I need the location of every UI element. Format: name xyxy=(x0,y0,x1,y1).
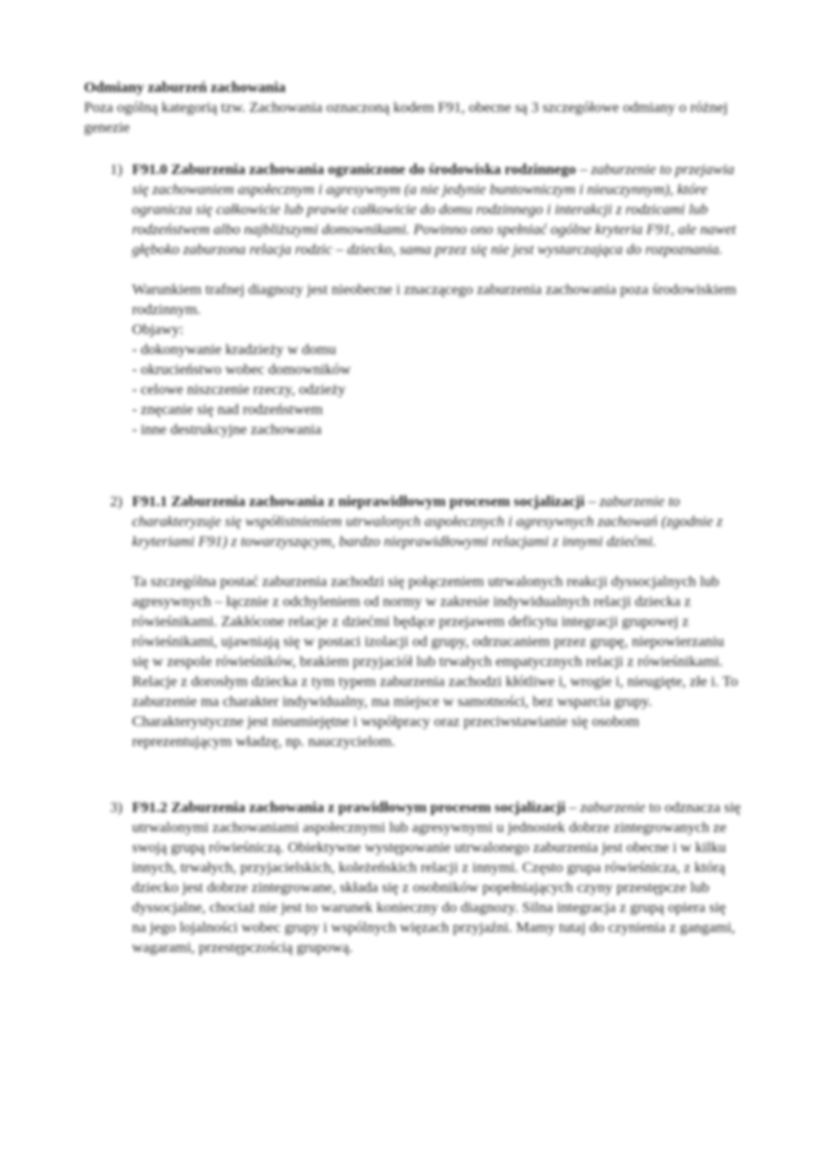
document-intro: Poza ogólną kategorią tzw. Zachowania oznaczoną kodem F91, obecne są 3 szczegółowe odmiany o różnej genezie xyxy=(84,100,728,136)
section-lead: zaburzenie to charakteryzuje się współistnieniem utrwalonych aspołecznych i agresywnych zachowań (zgodnie z kryteriami F91) z towarzyszącym, bardzo nieprawidłowymi relacjami z innymi dziećmi. xyxy=(132,494,723,550)
list-item: - celowe niszczenie rzeczy, odzieży xyxy=(132,382,346,398)
section-f91-2 xyxy=(110,798,741,958)
section-heading: F91.0 Zaburzenia zachowania ograniczone do środowiska rodzinnego xyxy=(132,162,577,178)
section-dash: – zaburzenie xyxy=(565,800,646,816)
section-lead: zaburzenie to przejawia się zachowaniem aspołecznym i agresywnym (a nie jedynie buntowniczym i nieuczynnym), które ogranicza się całkowicie lub prawie całkowicie do domu rodzinnego i interakcji z rodzicami lub rodzeństwem albo najbliższymi domownikami. Powinno ono spełniać ogólne kryteria F91, ale nawet głęboko zaburzona relacja rodzic – dziecko, sama przez się nie jest wystarczająca do rozpoznania. xyxy=(132,162,736,258)
section-number: 3) xyxy=(110,800,123,816)
section-f91-0 xyxy=(110,160,736,440)
list-item: - inne destrukcyjne zachowania xyxy=(132,422,322,438)
section-number: 2) xyxy=(110,494,123,510)
document-title: Odmiany zaburzeń zachowania xyxy=(84,80,286,96)
symptoms-list xyxy=(132,340,742,440)
section-lead: to odznacza się utrwalonymi zachowaniami aspołecznymi lub agresywnymi u jednostek dobrze zintegrowanych ze swoją grupą rówieśniczą. Obiektywne występowanie utrwalonego zaburzenia jest obecne i w kilku innych, trwałych, przyjacielskich, koleżeńskich relacji z innymi. Często grupa rówieśnicza, z którą dziecko jest dobrze zintegrowane, składa się z osobników popełniających czyny przestępcze lub dyssocjalne, chociaż nie jest to warunek konieczny do diagnozy. Silna integracja z grupą opiera się na jego lojalności wobec grupy i wspólnych więzach przyjaźni. Mamy tutaj do czynienia z gangami, wagarami, przestępczością grupową. xyxy=(132,800,741,956)
section-heading: F91.1 Zaburzenia zachowania z nieprawidłowym procesem socjalizacji xyxy=(132,494,585,510)
section-paragraph: Ta szczególna postać zaburzenia zachodzi się połączeniem utrwalonych reakcji dyssocjalnych lub agresywnych – łącznie z odchyleniem od normy w zakresie indywidualnych relacji dziecka z rówieśnikami. Zakłócone relacje z dziećmi będące przejawem deficytu integracji grupowej z rówieśnikami, ujawniają się w postaci izolacji od grupy, odrzucaniem przez grupę, niepowierzaniu się w zespole rówieśników, brakiem przyjaciół lub trwałych empatycznych relacji z rówieśnikami. Relacje z dorosłym dziecka z tym typem zaburzenia zachodzi kłótliwe i, wrogie i, nieugięte, złe i. To zaburzenie ma charakter indywidualny, ma miejsce w samotności, bez wsparcia grupy. Charakterystyczne jest nieumiejętne i współpracy oraz przeciwstawianie się osobom reprezentującym władzę, np. nauczycielom. xyxy=(132,574,738,750)
section-f91-1 xyxy=(110,492,736,752)
symptoms-title: Objawy: xyxy=(132,322,184,338)
section-dash: – xyxy=(584,494,596,510)
list-item: - znęcanie się nad rodzeństwem xyxy=(132,402,323,418)
list-item: - okrucieństwo wobec domowników xyxy=(132,362,351,378)
section-dash: – xyxy=(576,162,588,178)
section-heading: F91.2 Zaburzenia zachowania z prawidłowym procesem socjalizacji xyxy=(132,800,566,816)
section-paragraph: Warunkiem trafnej diagnozy jest nieobecne i znaczącego zaburzenia zachowania poza środowiskiem rodzinnym. xyxy=(132,282,737,318)
section-number: 1) xyxy=(110,162,123,178)
list-item: - dokonywanie kradzieży w domu xyxy=(132,342,337,358)
